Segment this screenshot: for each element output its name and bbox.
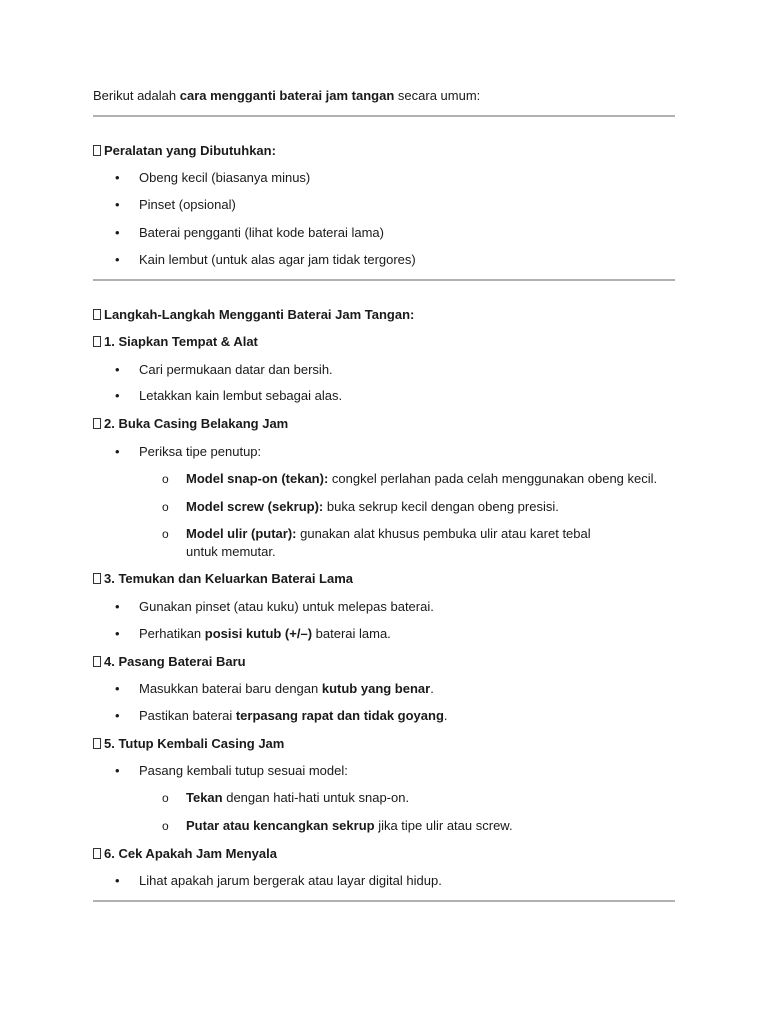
bullet-icon bbox=[115, 625, 120, 643]
bullet-icon bbox=[115, 196, 120, 214]
step-3-title: 3. Temukan dan Keluarkan Baterai Lama bbox=[93, 570, 675, 588]
circle-bullet-icon bbox=[162, 470, 169, 488]
document-page: Berikut adalah cara mengganti baterai jam tangan secara umum: Peralatan yang Dibutuhkan: • Obeng kecil (biasanya minus) • Pinset (opsional) • Baterai pengganti (lihat kode baterai lama) • Kain lembut (untuk alas agar jam tidak tergores) Langkah-Langkah Mengganti Baterai Jam Tangan: 1. Siapkan Tempat & Alat • Cari permukaan datar dan bersih. • Letakkan kain lembut sebagai alas. 2. Buka Casing Belakang Jam • Periksa tipe penutup: o Model snap-on (tekan): congkel perlahan pada celah menggunakan obeng kecil. o Model screw (sekrup): buka sekrup kecil dengan obeng presisi. o Model ulir (putar): gunakan alat khusus pembuka ulir atau karet tebal untuk memutar. 3. Temukan dan Keluarkan Baterai Lama • Gunakan pinset (atau kuku) untuk melepas baterai. • Perhatikan posisi kutub (+/–) baterai lama. 4. Pasang Baterai Baru • Masukkan baterai baru dengan kutub yang benar. • Pastikan baterai terpasang rapat dan tidak goyang. 5. Tutup Kembali Casing Jam • Pasang kembali tutup sesuai model: o Tekan dengan hati-hati untuk snap-on. o Putar atau kencangkan sekrup jika tipe ulir atau screw. 6. Cek Apakah Jam Menyala • Lihat apakah jarum bergerak atau layar digital hidup. bbox=[0, 0, 768, 1024]
missing-glyph-icon bbox=[93, 418, 101, 429]
missing-glyph-icon bbox=[93, 738, 101, 749]
missing-glyph-icon bbox=[93, 145, 101, 156]
divider bbox=[93, 279, 675, 281]
step-6-title: 6. Cek Apakah Jam Menyala bbox=[93, 845, 675, 863]
divider bbox=[93, 115, 675, 117]
bullet-icon bbox=[115, 598, 120, 616]
circle-bullet-icon bbox=[162, 498, 169, 516]
bullet-icon bbox=[115, 251, 120, 269]
bullet-icon bbox=[115, 680, 120, 698]
missing-glyph-icon bbox=[93, 573, 101, 584]
divider bbox=[93, 900, 675, 902]
step-1-title: 1. Siapkan Tempat & Alat bbox=[93, 333, 675, 351]
bullet-icon bbox=[115, 387, 120, 405]
bullet-icon bbox=[115, 762, 120, 780]
missing-glyph-icon bbox=[93, 848, 101, 859]
missing-glyph-icon bbox=[93, 656, 101, 667]
circle-bullet-icon bbox=[162, 525, 169, 543]
bullet-icon bbox=[115, 872, 120, 890]
circle-bullet-icon bbox=[162, 817, 169, 835]
steps-heading: Langkah-Langkah Mengganti Baterai Jam Tangan: bbox=[93, 306, 675, 324]
bullet-icon bbox=[115, 443, 120, 461]
step-2-title: 2. Buka Casing Belakang Jam bbox=[93, 415, 675, 433]
intro-text-end: secara umum: bbox=[394, 88, 481, 103]
bullet-icon bbox=[115, 169, 120, 187]
missing-glyph-icon bbox=[93, 336, 101, 347]
bullet-icon bbox=[115, 361, 120, 379]
step-5-title: 5. Tutup Kembali Casing Jam bbox=[93, 735, 675, 753]
bullet-icon bbox=[115, 224, 120, 242]
missing-glyph-icon bbox=[93, 309, 101, 320]
bullet-icon bbox=[115, 707, 120, 725]
intro-text: Berikut adalah bbox=[93, 88, 180, 103]
tools-heading: Peralatan yang Dibutuhkan: bbox=[93, 142, 675, 160]
intro-paragraph bbox=[93, 87, 675, 105]
step-4-title: 4. Pasang Baterai Baru bbox=[93, 653, 675, 671]
intro-bold: cara mengganti baterai jam tangan bbox=[179, 88, 395, 103]
circle-bullet-icon bbox=[162, 789, 169, 807]
